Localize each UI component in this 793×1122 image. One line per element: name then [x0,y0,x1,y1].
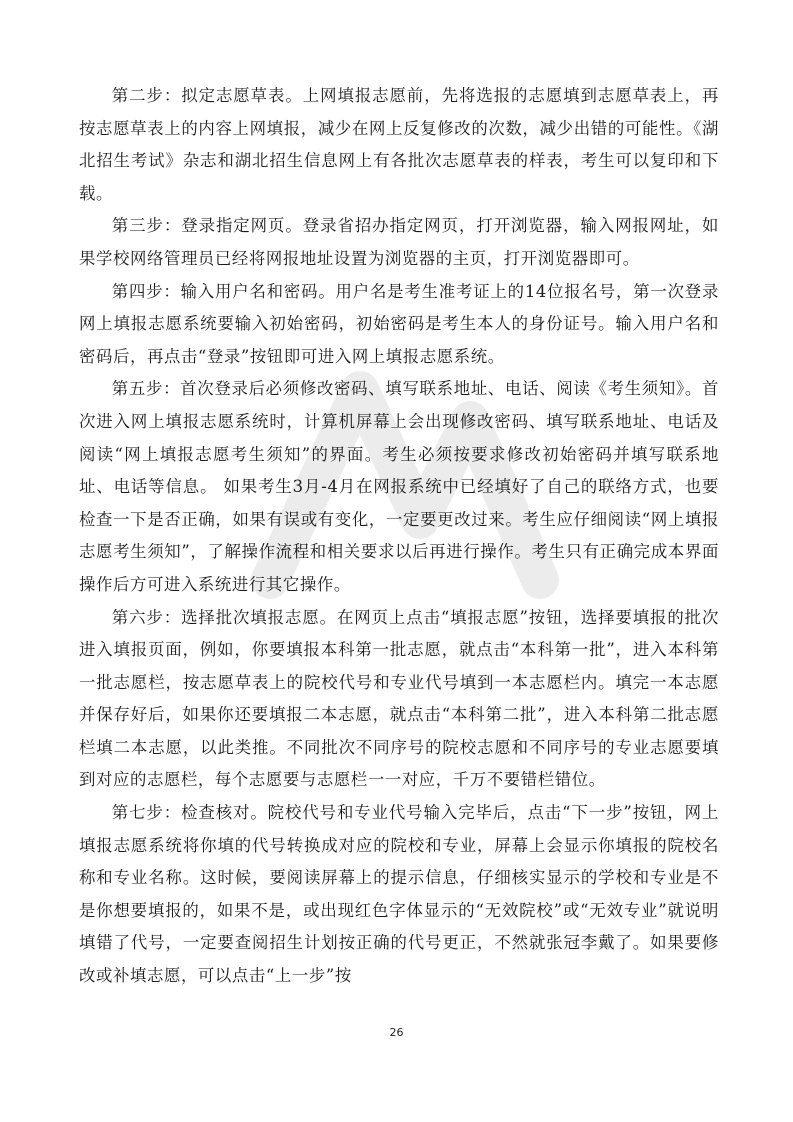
paragraph-step-7: 第七步：检查核对。院校代号和专业代号输入完毕后，点击“下一步”按钮，网上填报志愿系统将你填的代号转换成对应的院校和专业，屏幕上会显示你填报的院校名称和专业名称。这时候，要阅读屏幕上的提示信息，仔细核实显示的学校和专业是不是你想要填报的，如果不是，或出现红色字体显示的“无效院校”或“无效专业”就说明填错了代号，一定要查阅招生计划按正确的代号更正，不然就张冠李戴了。如果要修改或补填志愿，可以点击“上一步”按 [79,803,719,986]
page-number: 26 [389,1026,404,1039]
paragraph-step-5: 第五步：首次登录后必须修改密码、填写联系地址、电话、阅读《考生须知》。首次进入网上填报志愿系统时，计算机屏幕上会出现修改密码、填写联系地址、电话及阅读“网上填报志愿考生须知”的界面。考生必须按要求修改初始密码并填写联系地址、电话等信息。 如果考生3月-4月在网报系统中已经填好了自己的联络方式，也要检查一下是否正确，如果有误或有变化，一定要更改过来。考生应仔细阅读“网上填报志愿考生须知”，了解操作流程和相关要求以后再进行操作。考生只有正确完成本界面操作后方可进入系统进行其它操作。 [79,379,719,594]
document-body [79,80,719,993]
paragraph-step-4: 第四步：输入用户名和密码。用户名是考生准考证上的14位报名号，第一次登录网上填报志愿系统要输入初始密码，初始密码是考生本人的身份证号。输入用户名和密码后，再点击“登录”按钮即可进入网上填报志愿系统。 [79,281,719,366]
paragraph-step-3: 第三步：登录指定网页。登录省招办指定网页，打开浏览器，输入网报网址，如果学校网络管理员已经将网报地址设置为浏览器的主页，打开浏览器即可。 [79,216,719,268]
paragraph-step-2: 第二步：拟定志愿草表。上网填报志愿前，先将选报的志愿填到志愿草表上，再按志愿草表上的内容上网填报，减少在网上反复修改的次数，减少出错的可能性。《湖北招生考试》杂志和湖北招生信息网上有各批次志愿草表的样表，考生可以复印和下载。 [79,86,719,203]
paragraph-step-6: 第六步：选择批次填报志愿。在网页上点击“填报志愿”按钮，选择要填报的批次进入填报页面，例如，你要填报本科第一批志愿，就点击“本科第一批”，进入本科第一批志愿栏，按志愿草表上的院校代号和专业代号填到一本志愿栏内。填完一本志愿并保存好后，如果你还要填报二本志愿，就点击“本科第二批”，进入本科第二批志愿栏填二本志愿，以此类推。不同批次不同序号的院校志愿和不同序号的专业志愿要填到对应的志愿栏，每个志愿要与志愿栏一一对应，千万不要错栏错位。 [79,607,719,790]
